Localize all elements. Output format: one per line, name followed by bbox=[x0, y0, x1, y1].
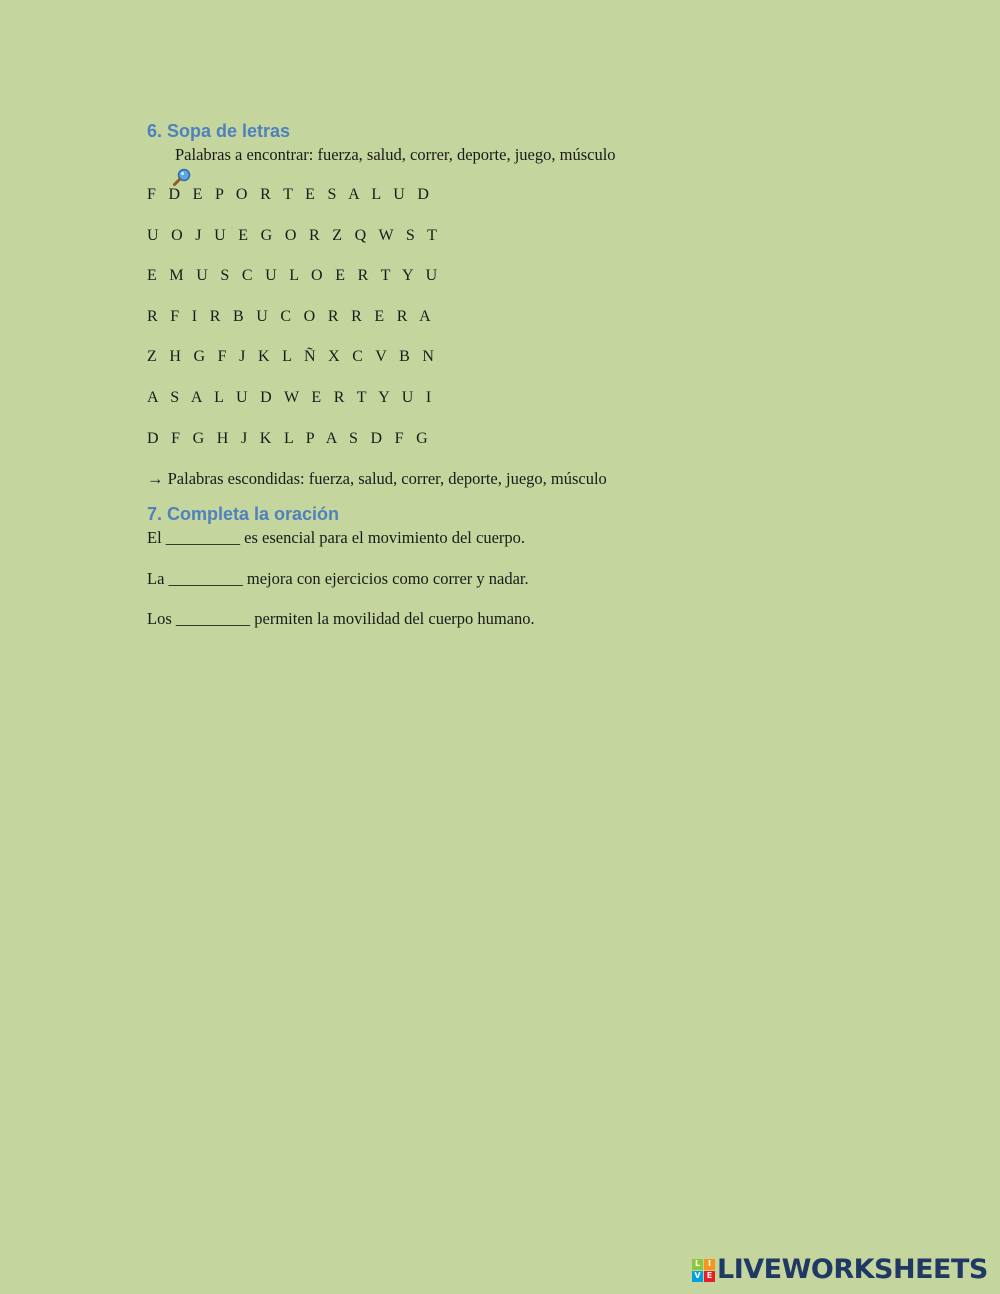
logo-text: LIVEWORKSHEETS bbox=[717, 1254, 988, 1285]
grid-row: Z H G F J K L Ñ X C V B N bbox=[147, 348, 439, 366]
grid-row: E M U S C U L O E R T Y U bbox=[147, 267, 442, 285]
section-6-intro bbox=[147, 144, 947, 166]
logo-tile-v: V bbox=[692, 1271, 703, 1282]
fill-in-sentence: Los _________ permiten la movilidad del cuerpo humano. bbox=[147, 609, 535, 629]
logo-tiles bbox=[692, 1259, 715, 1282]
grid-row: U O J U E G O R Z Q W S T bbox=[147, 226, 442, 244]
word-search-grid bbox=[147, 184, 947, 450]
section-7 bbox=[147, 501, 947, 630]
fill-in-sentence: La _________ mejora con ejercicios como correr y nadar. bbox=[147, 568, 529, 588]
section-7-title: 7. Completa la oración bbox=[147, 504, 340, 525]
grid-row: R F I R B U C O R R E R A bbox=[147, 307, 435, 325]
logo-tile-e: E bbox=[704, 1271, 715, 1282]
section-6-title: 6. Sopa de letras bbox=[147, 121, 291, 141]
logo-tile-i: I bbox=[704, 1259, 715, 1270]
worksheet-content bbox=[147, 118, 947, 649]
grid-row: D F G H J K L P A S D F G bbox=[147, 429, 433, 447]
logo-tile-l: L bbox=[692, 1259, 703, 1270]
fill-in-sentence: El _________ es esencial para el movimiento del cuerpo. bbox=[147, 528, 526, 548]
grid-row: A S A L U D W E R T Y U I bbox=[147, 388, 436, 406]
grid-row: F D E P O R T E S A L U D bbox=[147, 186, 434, 203]
magnifier-icon bbox=[147, 145, 167, 165]
liveworksheets-logo[interactable] bbox=[692, 1256, 988, 1284]
section-6-intro-text: Palabras a encontrar: fuerza, salud, correr, deporte, juego, músculo bbox=[175, 145, 616, 164]
hidden-words-answer: → Palabras escondidas: fuerza, salud, correr, deporte, juego, músculo bbox=[147, 469, 607, 489]
